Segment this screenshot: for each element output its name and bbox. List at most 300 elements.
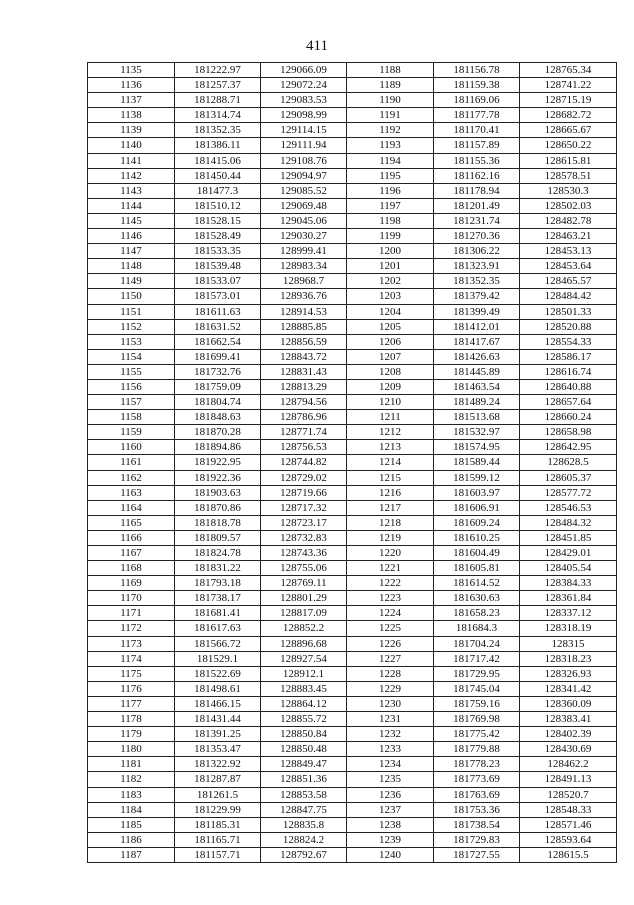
y-coordinate-cell: 128719.66 (261, 485, 347, 500)
x-coordinate-cell: 181681.41 (175, 606, 261, 621)
y-coordinate-cell: 129108.76 (261, 153, 347, 168)
table-row (88, 515, 617, 530)
x-coordinate-cell: 181352.35 (434, 274, 520, 289)
y-coordinate-cell: 128856.59 (261, 334, 347, 349)
x-coordinate-cell: 181684.3 (434, 621, 520, 636)
table-row (88, 289, 617, 304)
point-number-cell: 1203 (347, 289, 434, 304)
x-coordinate-cell: 181727.55 (434, 847, 520, 862)
point-number-cell: 1170 (88, 591, 175, 606)
x-coordinate-cell: 181528.49 (175, 229, 261, 244)
y-coordinate-cell: 128682.72 (520, 108, 617, 123)
point-number-cell: 1221 (347, 561, 434, 576)
y-coordinate-cell: 128586.17 (520, 349, 617, 364)
table-row (88, 621, 617, 636)
point-number-cell: 1238 (347, 817, 434, 832)
point-number-cell: 1195 (347, 168, 434, 183)
point-number-cell: 1172 (88, 621, 175, 636)
table-row (88, 561, 617, 576)
point-number-cell: 1159 (88, 425, 175, 440)
y-coordinate-cell: 128741.22 (520, 78, 617, 93)
y-coordinate-cell: 128402.39 (520, 727, 617, 742)
y-coordinate-cell: 128765.34 (520, 63, 617, 78)
table-row (88, 485, 617, 500)
x-coordinate-cell: 181603.97 (434, 485, 520, 500)
point-number-cell: 1228 (347, 666, 434, 681)
table-row (88, 787, 617, 802)
y-coordinate-cell: 129094.97 (261, 168, 347, 183)
x-coordinate-cell: 181609.24 (434, 515, 520, 530)
y-coordinate-cell: 128717.32 (261, 500, 347, 515)
x-coordinate-cell: 181574.95 (434, 440, 520, 455)
point-number-cell: 1218 (347, 515, 434, 530)
y-coordinate-cell: 128577.72 (520, 485, 617, 500)
point-number-cell: 1156 (88, 379, 175, 394)
x-coordinate-cell: 181231.74 (434, 213, 520, 228)
x-coordinate-cell: 181352.35 (175, 123, 261, 138)
x-coordinate-cell: 181604.49 (434, 546, 520, 561)
y-coordinate-cell: 128792.67 (261, 847, 347, 862)
point-number-cell: 1233 (347, 742, 434, 757)
point-number-cell: 1194 (347, 153, 434, 168)
point-number-cell: 1144 (88, 198, 175, 213)
y-coordinate-cell: 128983.34 (261, 259, 347, 274)
table-row (88, 727, 617, 742)
y-coordinate-cell: 128482.78 (520, 213, 617, 228)
table-row (88, 93, 617, 108)
y-coordinate-cell: 128999.41 (261, 244, 347, 259)
table-row (88, 138, 617, 153)
table-row (88, 349, 617, 364)
y-coordinate-cell: 129072.24 (261, 78, 347, 93)
y-coordinate-cell: 128326.93 (520, 666, 617, 681)
y-coordinate-cell: 128520.7 (520, 787, 617, 802)
y-coordinate-cell: 128341.42 (520, 681, 617, 696)
x-coordinate-cell: 181773.69 (434, 772, 520, 787)
x-coordinate-cell: 181738.54 (434, 817, 520, 832)
point-number-cell: 1162 (88, 470, 175, 485)
point-number-cell: 1237 (347, 802, 434, 817)
x-coordinate-cell: 181658.23 (434, 606, 520, 621)
y-coordinate-cell: 129069.48 (261, 198, 347, 213)
y-coordinate-cell: 128813.29 (261, 379, 347, 394)
x-coordinate-cell: 181631.52 (175, 319, 261, 334)
x-coordinate-cell: 181662.54 (175, 334, 261, 349)
point-number-cell: 1212 (347, 425, 434, 440)
y-coordinate-cell: 128520.88 (520, 319, 617, 334)
y-coordinate-cell: 128794.56 (261, 395, 347, 410)
x-coordinate-cell: 181450.44 (175, 168, 261, 183)
x-coordinate-cell: 181306.22 (434, 244, 520, 259)
y-coordinate-cell: 128824.2 (261, 832, 347, 847)
point-number-cell: 1161 (88, 455, 175, 470)
x-coordinate-cell: 181717.42 (434, 651, 520, 666)
x-coordinate-cell: 181589.44 (434, 455, 520, 470)
point-number-cell: 1152 (88, 319, 175, 334)
y-coordinate-cell: 128616.74 (520, 364, 617, 379)
coordinates-table-body (88, 63, 617, 863)
table-row (88, 395, 617, 410)
point-number-cell: 1182 (88, 772, 175, 787)
y-coordinate-cell: 128318.23 (520, 651, 617, 666)
y-coordinate-cell: 128360.09 (520, 696, 617, 711)
y-coordinate-cell: 128927.54 (261, 651, 347, 666)
x-coordinate-cell: 181606.91 (434, 500, 520, 515)
y-coordinate-cell: 128756.53 (261, 440, 347, 455)
point-number-cell: 1190 (347, 93, 434, 108)
x-coordinate-cell: 181399.49 (434, 304, 520, 319)
y-coordinate-cell: 128885.85 (261, 319, 347, 334)
y-coordinate-cell: 128484.42 (520, 289, 617, 304)
point-number-cell: 1202 (347, 274, 434, 289)
point-number-cell: 1167 (88, 546, 175, 561)
point-number-cell: 1210 (347, 395, 434, 410)
x-coordinate-cell: 181831.22 (175, 561, 261, 576)
x-coordinate-cell: 181466.15 (175, 696, 261, 711)
point-number-cell: 1160 (88, 440, 175, 455)
point-number-cell: 1177 (88, 696, 175, 711)
x-coordinate-cell: 181229.99 (175, 802, 261, 817)
x-coordinate-cell: 181870.28 (175, 425, 261, 440)
point-number-cell: 1213 (347, 440, 434, 455)
y-coordinate-cell: 128850.48 (261, 742, 347, 757)
point-number-cell: 1231 (347, 712, 434, 727)
y-coordinate-cell: 128744.82 (261, 455, 347, 470)
point-number-cell: 1240 (347, 847, 434, 862)
table-row (88, 259, 617, 274)
y-coordinate-cell: 128578.51 (520, 168, 617, 183)
y-coordinate-cell: 128729.02 (261, 470, 347, 485)
x-coordinate-cell: 181704.24 (434, 636, 520, 651)
table-row (88, 636, 617, 651)
point-number-cell: 1180 (88, 742, 175, 757)
y-coordinate-cell: 129030.27 (261, 229, 347, 244)
table-row (88, 742, 617, 757)
y-coordinate-cell: 128883.45 (261, 681, 347, 696)
y-coordinate-cell: 128786.96 (261, 410, 347, 425)
y-coordinate-cell: 128968.7 (261, 274, 347, 289)
point-number-cell: 1236 (347, 787, 434, 802)
y-coordinate-cell: 128936.76 (261, 289, 347, 304)
x-coordinate-cell: 181391.25 (175, 727, 261, 742)
y-coordinate-cell: 128465.57 (520, 274, 617, 289)
table-row (88, 183, 617, 198)
x-coordinate-cell: 181415.06 (175, 153, 261, 168)
x-coordinate-cell: 181922.36 (175, 470, 261, 485)
x-coordinate-cell: 181775.42 (434, 727, 520, 742)
x-coordinate-cell: 181804.74 (175, 395, 261, 410)
point-number-cell: 1214 (347, 455, 434, 470)
y-coordinate-cell: 128801.29 (261, 591, 347, 606)
y-coordinate-cell: 128554.33 (520, 334, 617, 349)
point-number-cell: 1174 (88, 651, 175, 666)
table-row (88, 802, 617, 817)
x-coordinate-cell: 181156.78 (434, 63, 520, 78)
y-coordinate-cell: 128615.5 (520, 847, 617, 862)
x-coordinate-cell: 181510.12 (175, 198, 261, 213)
point-number-cell: 1230 (347, 696, 434, 711)
x-coordinate-cell: 181162.16 (434, 168, 520, 183)
x-coordinate-cell: 181412.01 (434, 319, 520, 334)
x-coordinate-cell: 181417.67 (434, 334, 520, 349)
table-row (88, 591, 617, 606)
x-coordinate-cell: 181732.76 (175, 364, 261, 379)
point-number-cell: 1208 (347, 364, 434, 379)
x-coordinate-cell: 181489.24 (434, 395, 520, 410)
point-number-cell: 1207 (347, 349, 434, 364)
y-coordinate-cell: 128847.75 (261, 802, 347, 817)
table-row (88, 440, 617, 455)
x-coordinate-cell: 181288.71 (175, 93, 261, 108)
y-coordinate-cell: 129085.52 (261, 183, 347, 198)
y-coordinate-cell: 128615.81 (520, 153, 617, 168)
y-coordinate-cell: 128571.46 (520, 817, 617, 832)
y-coordinate-cell: 128548.33 (520, 802, 617, 817)
y-coordinate-cell: 128843.72 (261, 349, 347, 364)
point-number-cell: 1181 (88, 757, 175, 772)
point-number-cell: 1145 (88, 213, 175, 228)
point-number-cell: 1224 (347, 606, 434, 621)
y-coordinate-cell: 128429.01 (520, 546, 617, 561)
x-coordinate-cell: 181818.78 (175, 515, 261, 530)
table-row (88, 606, 617, 621)
point-number-cell: 1179 (88, 727, 175, 742)
y-coordinate-cell: 128817.09 (261, 606, 347, 621)
table-row (88, 817, 617, 832)
point-number-cell: 1235 (347, 772, 434, 787)
x-coordinate-cell: 181522.69 (175, 666, 261, 681)
x-coordinate-cell: 181605.81 (434, 561, 520, 576)
point-number-cell: 1204 (347, 304, 434, 319)
x-coordinate-cell: 181379.42 (434, 289, 520, 304)
x-coordinate-cell: 181178.94 (434, 183, 520, 198)
x-coordinate-cell: 181729.83 (434, 832, 520, 847)
x-coordinate-cell: 181426.63 (434, 349, 520, 364)
point-number-cell: 1148 (88, 259, 175, 274)
point-number-cell: 1137 (88, 93, 175, 108)
x-coordinate-cell: 181753.36 (434, 802, 520, 817)
x-coordinate-cell: 181323.91 (434, 259, 520, 274)
point-number-cell: 1158 (88, 410, 175, 425)
table-row (88, 198, 617, 213)
table-row (88, 229, 617, 244)
y-coordinate-cell: 129066.09 (261, 63, 347, 78)
y-coordinate-cell: 128864.12 (261, 696, 347, 711)
y-coordinate-cell: 128831.43 (261, 364, 347, 379)
x-coordinate-cell: 181529.1 (175, 651, 261, 666)
table-row (88, 123, 617, 138)
x-coordinate-cell: 181779.88 (434, 742, 520, 757)
x-coordinate-cell: 181824.78 (175, 546, 261, 561)
x-coordinate-cell: 181745.04 (434, 681, 520, 696)
y-coordinate-cell: 128501.33 (520, 304, 617, 319)
y-coordinate-cell: 128835.8 (261, 817, 347, 832)
y-coordinate-cell: 128657.64 (520, 395, 617, 410)
point-number-cell: 1149 (88, 274, 175, 289)
y-coordinate-cell: 128852.2 (261, 621, 347, 636)
x-coordinate-cell: 181533.35 (175, 244, 261, 259)
point-number-cell: 1184 (88, 802, 175, 817)
table-row (88, 546, 617, 561)
table-row (88, 681, 617, 696)
x-coordinate-cell: 181169.06 (434, 93, 520, 108)
point-number-cell: 1193 (347, 138, 434, 153)
x-coordinate-cell: 181170.41 (434, 123, 520, 138)
x-coordinate-cell: 181599.12 (434, 470, 520, 485)
point-number-cell: 1175 (88, 666, 175, 681)
point-number-cell: 1229 (347, 681, 434, 696)
table-row (88, 757, 617, 772)
point-number-cell: 1141 (88, 153, 175, 168)
table-row (88, 847, 617, 862)
x-coordinate-cell: 181431.44 (175, 712, 261, 727)
y-coordinate-cell: 128640.88 (520, 379, 617, 394)
y-coordinate-cell: 128914.53 (261, 304, 347, 319)
y-coordinate-cell: 128502.03 (520, 198, 617, 213)
y-coordinate-cell: 128451.85 (520, 530, 617, 545)
point-number-cell: 1220 (347, 546, 434, 561)
x-coordinate-cell: 181759.16 (434, 696, 520, 711)
y-coordinate-cell: 128723.17 (261, 515, 347, 530)
table-row (88, 696, 617, 711)
point-number-cell: 1164 (88, 500, 175, 515)
table-row (88, 63, 617, 78)
y-coordinate-cell: 128605.37 (520, 470, 617, 485)
table-row (88, 455, 617, 470)
y-coordinate-cell: 128361.84 (520, 591, 617, 606)
y-coordinate-cell: 128743.36 (261, 546, 347, 561)
y-coordinate-cell: 128405.54 (520, 561, 617, 576)
y-coordinate-cell: 128318.19 (520, 621, 617, 636)
point-number-cell: 1225 (347, 621, 434, 636)
x-coordinate-cell: 181894.86 (175, 440, 261, 455)
point-number-cell: 1176 (88, 681, 175, 696)
table-row (88, 772, 617, 787)
x-coordinate-cell: 181287.87 (175, 772, 261, 787)
y-coordinate-cell: 128384.33 (520, 576, 617, 591)
x-coordinate-cell: 181201.49 (434, 198, 520, 213)
y-coordinate-cell: 128851.36 (261, 772, 347, 787)
table-row (88, 304, 617, 319)
table-row (88, 334, 617, 349)
x-coordinate-cell: 181477.3 (175, 183, 261, 198)
x-coordinate-cell: 181222.97 (175, 63, 261, 78)
x-coordinate-cell: 181386.11 (175, 138, 261, 153)
x-coordinate-cell: 181177.78 (434, 108, 520, 123)
x-coordinate-cell: 181610.25 (434, 530, 520, 545)
x-coordinate-cell: 181903.63 (175, 485, 261, 500)
table-row (88, 712, 617, 727)
y-coordinate-cell: 128315 (520, 636, 617, 651)
point-number-cell: 1157 (88, 395, 175, 410)
x-coordinate-cell: 181157.89 (434, 138, 520, 153)
y-coordinate-cell: 128769.11 (261, 576, 347, 591)
point-number-cell: 1209 (347, 379, 434, 394)
x-coordinate-cell: 181157.71 (175, 847, 261, 862)
table-row (88, 470, 617, 485)
table-row (88, 213, 617, 228)
point-number-cell: 1171 (88, 606, 175, 621)
point-number-cell: 1205 (347, 319, 434, 334)
point-number-cell: 1223 (347, 591, 434, 606)
y-coordinate-cell: 128850.84 (261, 727, 347, 742)
point-number-cell: 1222 (347, 576, 434, 591)
table-row (88, 153, 617, 168)
y-coordinate-cell: 128628.5 (520, 455, 617, 470)
table-row (88, 832, 617, 847)
point-number-cell: 1139 (88, 123, 175, 138)
y-coordinate-cell: 128642.95 (520, 440, 617, 455)
point-number-cell: 1219 (347, 530, 434, 545)
table-row (88, 651, 617, 666)
x-coordinate-cell: 181848.63 (175, 410, 261, 425)
point-number-cell: 1140 (88, 138, 175, 153)
point-number-cell: 1135 (88, 63, 175, 78)
x-coordinate-cell: 181185.31 (175, 817, 261, 832)
x-coordinate-cell: 181533.07 (175, 274, 261, 289)
y-coordinate-cell: 128491.13 (520, 772, 617, 787)
point-number-cell: 1187 (88, 847, 175, 862)
x-coordinate-cell: 181155.36 (434, 153, 520, 168)
table-row (88, 576, 617, 591)
y-coordinate-cell: 128650.22 (520, 138, 617, 153)
point-number-cell: 1166 (88, 530, 175, 545)
x-coordinate-cell: 181611.63 (175, 304, 261, 319)
x-coordinate-cell: 181353.47 (175, 742, 261, 757)
point-number-cell: 1199 (347, 229, 434, 244)
point-number-cell: 1185 (88, 817, 175, 832)
y-coordinate-cell: 128771.74 (261, 425, 347, 440)
point-number-cell: 1197 (347, 198, 434, 213)
y-coordinate-cell: 129083.53 (261, 93, 347, 108)
y-coordinate-cell: 128658.98 (520, 425, 617, 440)
point-number-cell: 1191 (347, 108, 434, 123)
y-coordinate-cell: 128484.32 (520, 515, 617, 530)
x-coordinate-cell: 181738.17 (175, 591, 261, 606)
x-coordinate-cell: 181513.68 (434, 410, 520, 425)
point-number-cell: 1215 (347, 470, 434, 485)
point-number-cell: 1234 (347, 757, 434, 772)
y-coordinate-cell: 128546.53 (520, 500, 617, 515)
table-row (88, 500, 617, 515)
x-coordinate-cell: 181809.57 (175, 530, 261, 545)
point-number-cell: 1227 (347, 651, 434, 666)
point-number-cell: 1154 (88, 349, 175, 364)
point-number-cell: 1163 (88, 485, 175, 500)
table-row (88, 425, 617, 440)
point-number-cell: 1173 (88, 636, 175, 651)
x-coordinate-cell: 181539.48 (175, 259, 261, 274)
y-coordinate-cell: 128853.58 (261, 787, 347, 802)
y-coordinate-cell: 128732.83 (261, 530, 347, 545)
x-coordinate-cell: 181261.5 (175, 787, 261, 802)
point-number-cell: 1186 (88, 832, 175, 847)
y-coordinate-cell: 128453.64 (520, 259, 617, 274)
x-coordinate-cell: 181165.71 (175, 832, 261, 847)
point-number-cell: 1142 (88, 168, 175, 183)
point-number-cell: 1198 (347, 213, 434, 228)
point-number-cell: 1168 (88, 561, 175, 576)
x-coordinate-cell: 181769.98 (434, 712, 520, 727)
point-number-cell: 1151 (88, 304, 175, 319)
table-row (88, 666, 617, 681)
point-number-cell: 1153 (88, 334, 175, 349)
x-coordinate-cell: 181922.95 (175, 455, 261, 470)
x-coordinate-cell: 181793.18 (175, 576, 261, 591)
coordinates-table (87, 62, 617, 863)
x-coordinate-cell: 181870.86 (175, 500, 261, 515)
x-coordinate-cell: 181532.97 (434, 425, 520, 440)
